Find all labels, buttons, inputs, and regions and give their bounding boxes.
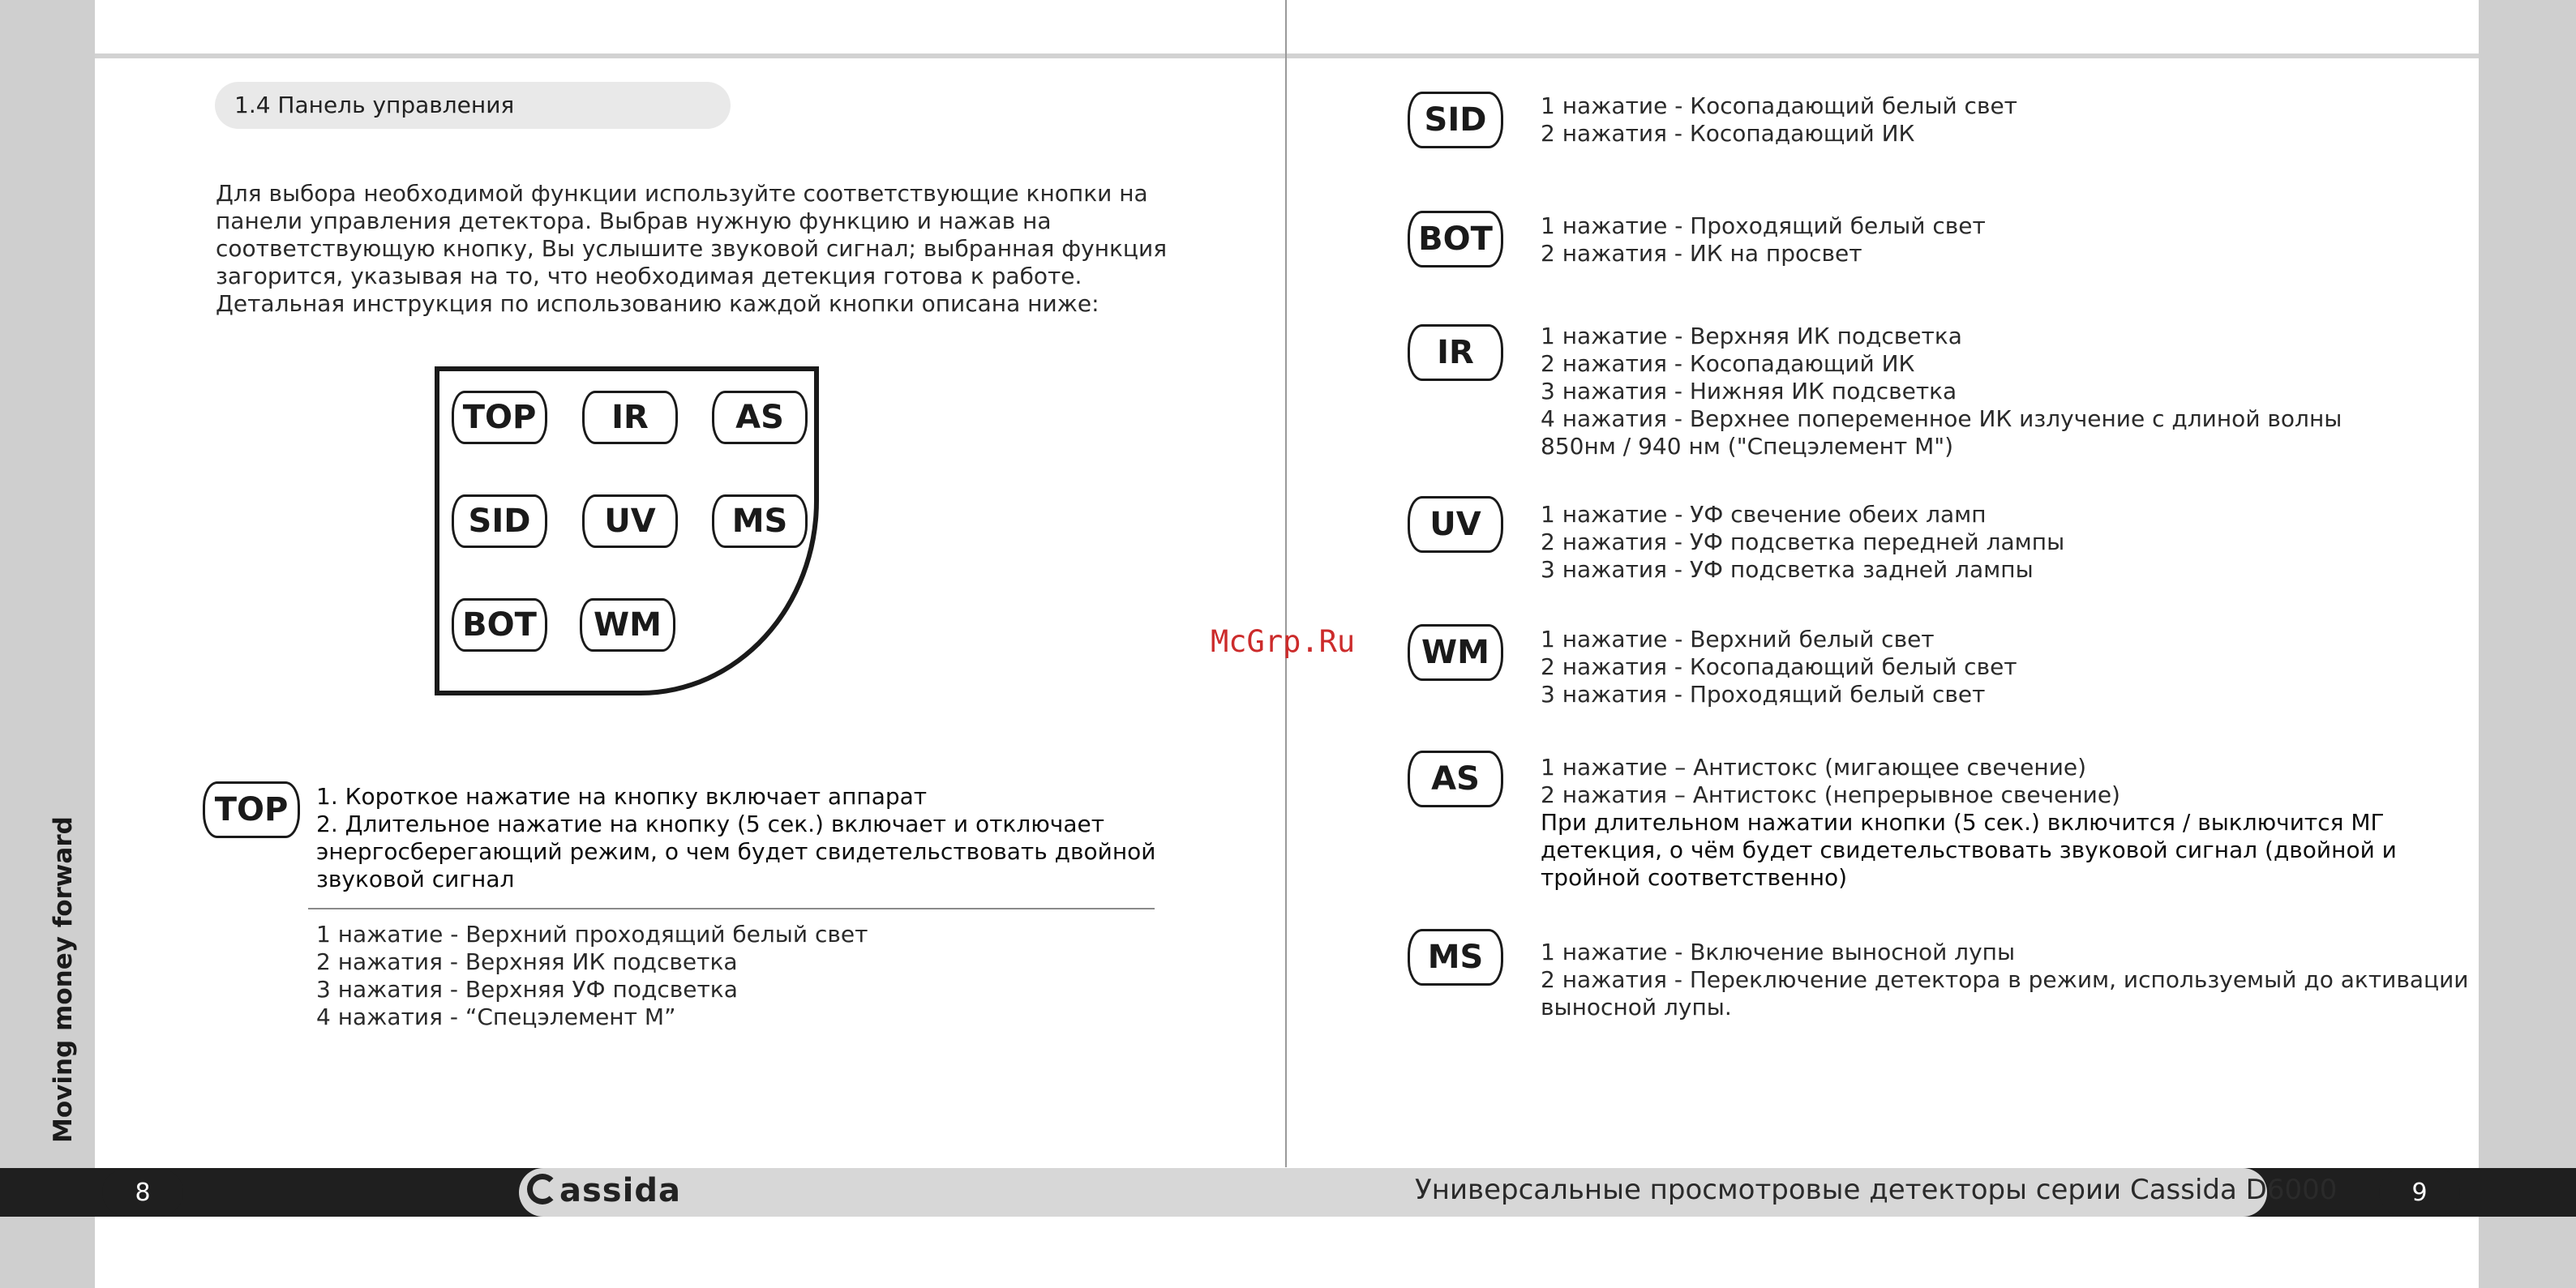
watermark: McGrp.Ru — [1211, 624, 1356, 659]
sid-line-2: 2 нажатия - Косопадающий ИК — [1541, 120, 1915, 147]
cassida-logo — [527, 1170, 681, 1209]
top-bold-line-1: 1. Короткое нажатие на кнопку включает аппарат — [316, 783, 928, 810]
sid-badge: SID — [1408, 92, 1503, 148]
panel-button-sid: SID — [452, 494, 547, 548]
top-bold-line-2: 2. Длительное нажатие на кнопку (5 сек.) включает и отключает — [316, 811, 1105, 837]
logo-text: assida — [559, 1172, 681, 1209]
top-divider — [308, 908, 1155, 909]
wm-badge: WM — [1408, 624, 1503, 681]
top-button-lines — [316, 921, 868, 1031]
wm-line-2: 2 нажатия - Косопадающий белый свет — [1541, 653, 2017, 680]
left-margin-band — [0, 0, 95, 1288]
uv-line-2: 2 нажатия - УФ подсветка передней лампы — [1541, 528, 2065, 555]
as-bold-line-3: тройной соответственно) — [1541, 864, 1848, 891]
top-bold-line-4: звуковой сигнал — [316, 866, 515, 892]
wm-line-1: 1 нажатие - Верхний белый свет — [1541, 626, 1935, 653]
top-line-4: 4 нажатия - “Спецэлемент М” — [316, 1003, 676, 1030]
ir-line-3: 3 нажатия - Нижняя ИК подсветка — [1541, 378, 1957, 404]
uv-line-1: 1 нажатие - УФ свечение обеих ламп — [1541, 501, 1987, 528]
as-line-1: 1 нажатие – Антистокс (мигающее свечение) — [1541, 754, 2087, 781]
as-bold-line-1: При длительном нажатии кнопки (5 сек.) включится / выключится МГ — [1541, 809, 2385, 836]
ir-line-1: 1 нажатие - Верхняя ИК подсветка — [1541, 323, 1962, 349]
ms-badge: MS — [1408, 929, 1503, 986]
bot-badge: BOT — [1408, 211, 1503, 267]
footer-title: Универсальные просмотровые детекторы серии Cassida D6000 — [1415, 1174, 2338, 1206]
page-number-left: 8 — [102, 1169, 183, 1216]
panel-button-uv: UV — [582, 494, 678, 548]
top-button-bold-text — [316, 783, 1155, 893]
page-spine-line — [1285, 0, 1287, 1167]
as-badge: AS — [1408, 751, 1503, 807]
uv-line-3: 3 нажатия - УФ подсветка задней лампы — [1541, 556, 2034, 583]
panel-button-as: AS — [712, 391, 808, 444]
section-title: 1.4 Панель управления — [234, 92, 515, 118]
sid-line-1: 1 нажатие - Косопадающий белый свет — [1541, 92, 2017, 119]
ir-line-4: 4 нажатия - Верхнее попеременное ИК излучение с длиной волны — [1541, 405, 2342, 432]
as-bold-line-2: детекция, о чём будет свидетельствовать звуковой сигнал (двойной и — [1541, 837, 2397, 863]
ms-line-1: 1 нажатие - Включение выносной лупы — [1541, 939, 2016, 965]
intro-paragraph: Для выбора необходимой функции используйте соответствующие кнопки на панели управления детектора. Выбрав нужную функцию и нажав на соответствующую кнопку, Вы услышите звуковой сигнал; выбранная функция загорится, указывая на то, что необходимая детекция готова к работе. Детальная инструкция по использованию каждой кнопки описана ниже: — [216, 180, 1168, 317]
panel-button-ms: MS — [712, 494, 808, 548]
panel-button-ir: IR — [582, 391, 678, 444]
page-number-right: 9 — [2379, 1169, 2460, 1216]
as-description — [1541, 754, 2120, 809]
uv-description — [1541, 501, 2064, 584]
sid-description — [1541, 92, 2017, 148]
ms-line-2: 2 нажатия - Переключение детектора в режим, используемый до активации — [1541, 966, 2469, 993]
ms-description — [1541, 939, 2468, 1021]
as-line-2: 2 нажатия – Антистокс (непрерывное свечение) — [1541, 781, 2120, 808]
bot-line-2: 2 нажатия - ИК на просвет — [1541, 240, 1862, 267]
control-panel-diagram — [435, 366, 819, 695]
top-rule — [95, 53, 2479, 58]
right-margin-band — [2479, 0, 2576, 1288]
ms-line-3: выносной лупы. — [1541, 994, 1732, 1021]
logo-c-icon — [527, 1174, 558, 1205]
ir-badge: IR — [1408, 324, 1503, 381]
panel-button-bot: BOT — [452, 598, 547, 652]
top-line-1: 1 нажатие - Верхний проходящий белый свет — [316, 921, 868, 948]
wm-description — [1541, 626, 2017, 708]
panel-button-top: TOP — [452, 391, 547, 444]
uv-badge: UV — [1408, 496, 1503, 553]
ir-line-5: 850нм / 940 нм ("Спецэлемент М") — [1541, 433, 1954, 460]
ir-line-2: 2 нажатия - Косопадающий ИК — [1541, 350, 1915, 377]
top-line-2: 2 нажатия - Верхняя ИК подсветка — [316, 948, 738, 975]
ir-description — [1541, 323, 2342, 460]
wm-line-3: 3 нажатия - Проходящий белый свет — [1541, 681, 1986, 708]
top-line-3: 3 нажатия - Верхняя УФ подсветка — [316, 976, 738, 1003]
top-button-badge: TOP — [203, 781, 300, 838]
bot-description — [1541, 212, 1986, 267]
panel-button-wm: WM — [580, 598, 675, 652]
as-bold-text — [1541, 809, 2397, 892]
sidebar-slogan: Moving money forward — [49, 816, 78, 1143]
top-bold-line-3: энергосберегающий режим, о чем будет свидетельствовать двойной — [316, 838, 1156, 865]
bot-line-1: 1 нажатие - Проходящий белый свет — [1541, 212, 1986, 239]
